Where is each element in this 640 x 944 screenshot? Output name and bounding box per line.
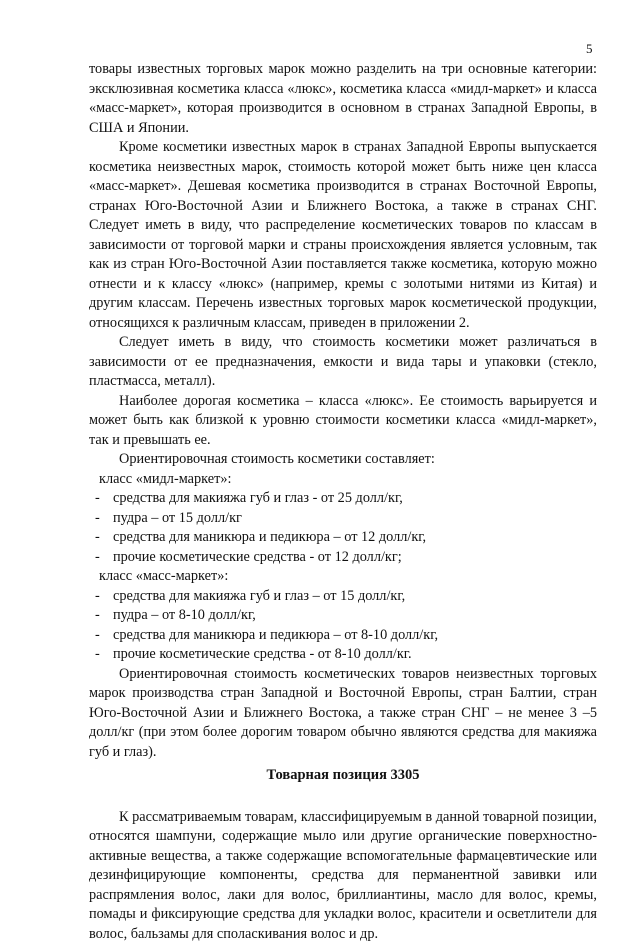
paragraph-approx-cost: Ориентировочная стоимость косметики составляет:: [89, 450, 597, 470]
dash-marker: -: [95, 626, 113, 646]
page-number: 5: [586, 41, 593, 57]
list-item: [89, 587, 597, 607]
list-item-text: прочие косметические средства - от 8-10 долл/кг.: [113, 646, 412, 662]
list-item: [89, 626, 597, 646]
section-heading: Товарная позиция 3305: [89, 766, 597, 786]
dash-marker: -: [95, 548, 113, 568]
dash-marker: -: [95, 489, 113, 509]
list-item-text: средства для макияжа губ и глаз - от 25 долл/кг,: [113, 490, 403, 506]
paragraph-position-3305: К рассматриваемым товарам, классифицируемым в данной товарной позиции, относятся шампуни, содержащие мыло или другие органические поверхностно-активные вещества, а также содержащие вспомогательные фармацевтические или дезинфицирующие компоненты, средства для перманентной завивки или распрямления волос, лаки для волос, бриллиантины, масло для волос, кремы, помады и фиксирующие средства для укладки волос, красители и осветлители для волос, бальзамы для споласкивания волос и др.: [89, 808, 597, 944]
midl-market-list: [89, 489, 597, 567]
dash-marker: -: [95, 587, 113, 607]
dash-marker: -: [95, 509, 113, 529]
midl-market-label: класс «мидл-маркет»:: [89, 470, 597, 490]
list-item-text: средства для макияжа губ и глаз – от 15 долл/кг,: [113, 588, 405, 604]
page-content: [89, 60, 597, 944]
paragraph-price-variation: Следует иметь в виду, что стоимость косметики может различаться в зависимости от ее предназначения, емкости и вида тары и упаковки (стекло, пластмасса, металл).: [89, 333, 597, 392]
list-item: [89, 548, 597, 568]
list-item: [89, 528, 597, 548]
mass-market-label: класс «масс-маркет»:: [89, 567, 597, 587]
list-item: [89, 509, 597, 529]
mass-market-list: [89, 587, 597, 665]
list-item: [89, 645, 597, 665]
list-item-text: средства для маникюра и педикюра – от 8-10 долл/кг,: [113, 627, 438, 643]
list-item: [89, 606, 597, 626]
dash-marker: -: [95, 528, 113, 548]
list-item-text: прочие косметические средства - от 12 долл/кг;: [113, 549, 402, 565]
paragraph-unknown-brands-cost: Ориентировочная стоимость косметических товаров неизвестных торговых марок производства стран Западной и Восточной Европы, стран Балтии, стран Юго-Восточной Азии и Ближнего Востока, а также стран СНГ – не менее 3 –5 долл/кг (при этом более дорогим товаром обычно являются средства для макияжа губ и глаз).: [89, 665, 597, 763]
paragraph-unknown-brands: Кроме косметики известных марок в странах Западной Европы выпускается косметика неизвестных марок, стоимость которой может быть ниже цен класса «масс-маркет». Дешевая косметика производится в странах Восточной Европы, странах Юго-Восточной Азии и Ближнего Востока, а также в странах СНГ. Следует иметь в виду, что распределение косметических товаров по классам в зависимости от торговой марки и страны происхождения является условным, так как из стран Юго-Восточной Азии поставляется также косметика, которую можно отнести и к классу «люкс» (например, кремы с золотыми нитями из Китая) и другим классам. Перечень известных торговых марок косметической продукции, относящихся к различным классам, приведен в приложении 2.: [89, 138, 597, 333]
paragraph-lux-class: Наиболее дорогая косметика – класса «люкс». Ее стоимость варьируется и может быть как близкой к уровню стоимости косметики класса «мидл-маркет», так и превышать ее.: [89, 392, 597, 451]
list-item-text: пудра – от 15 долл/кг: [113, 510, 242, 526]
dash-marker: -: [95, 606, 113, 626]
list-item-text: средства для маникюра и педикюра – от 12 долл/кг,: [113, 529, 426, 545]
list-item: [89, 489, 597, 509]
paragraph-categories: товары известных торговых марок можно разделить на три основные категории: эксклюзивная косметика класса «люкс», косметика класса «мидл-маркет» и класса «масс-маркет», которая производится в основном в странах Западной Европы, в США и Японии.: [89, 60, 597, 138]
list-item-text: пудра – от 8-10 долл/кг,: [113, 607, 256, 623]
dash-marker: -: [95, 645, 113, 665]
